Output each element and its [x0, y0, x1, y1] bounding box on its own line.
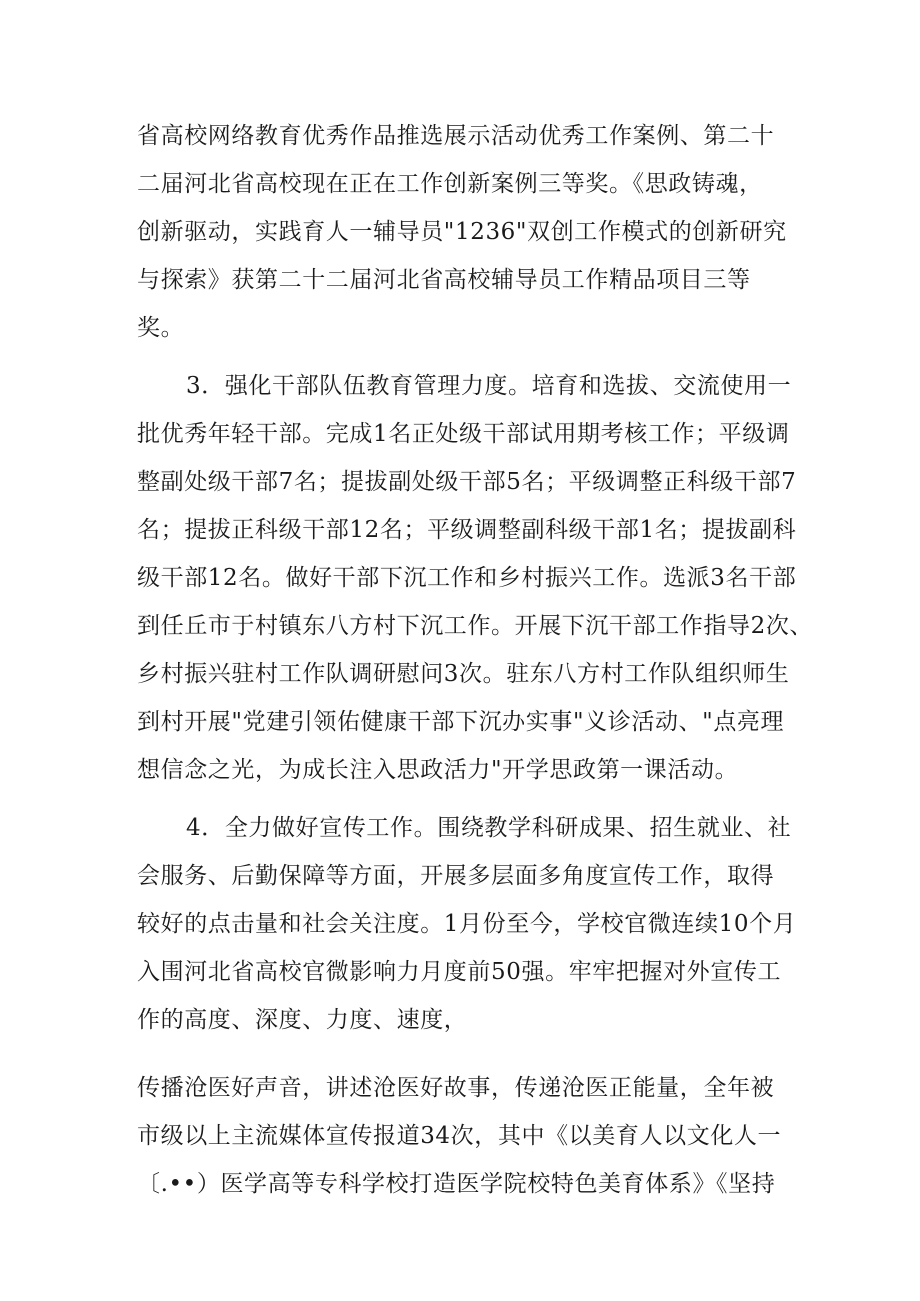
text-line: 创新驱动，实践育人一辅导员"1236"双创工作模式的创新研究 — [137, 219, 787, 245]
text-line: 4．全力做好宣传工作。围绕教学科研成果、招生就业、社 — [186, 815, 792, 841]
text-line: 到任丘市于村镇东八方村下沉工作。开展下沉干部工作指导2次、 — [137, 613, 814, 639]
text-line: 作的高度、深度、力度、速度， — [137, 1007, 468, 1033]
text-line: 入围河北省高校官微影响力月度前50强。牢牢把握对外宣传工 — [137, 959, 782, 985]
text-line: 整副处级干部7名；提拔副处级干部5名；平级调整正科级干部7 — [137, 469, 797, 495]
text-line: 批优秀年轻干部。完成1名正处级干部试用期考核工作；平级调 — [137, 421, 790, 447]
text-line: 级干部12名。做好干部下沉工作和乡村振兴工作。选派3名干部 — [137, 565, 797, 591]
text-line: 名；提拔正科级干部12名；平级调整副科级干部1名；提拔副科 — [137, 517, 797, 543]
text-line: 与探索》获第二十二届河北省高校辅导员工作精品项目三等 — [137, 267, 751, 293]
text-line: 二届河北省高校现在正在工作创新案例三等奖。《思政铸魂， — [137, 171, 763, 197]
text-line: 传播沧医好声音，讲述沧医好故事，传递沧医正能量，全年被 — [137, 1075, 775, 1101]
text-line: 奖。 — [137, 315, 185, 341]
text-line: 3．强化干部队伍教育管理力度。培育和选拔、交流使用一 — [186, 373, 792, 399]
text-line: 较好的点击量和社会关注度。1月份至今，学校官微连续10个月 — [137, 911, 797, 937]
text-line: 市级以上主流媒体宣传报道34次，其中《以美育人以文化人一 — [137, 1123, 782, 1149]
text-line: 会服务、后勤保障等方面，开展多层面多角度宣传工作，取得 — [137, 863, 775, 889]
text-line: 乡村振兴驻村工作队调研慰问3次。驻东八方村工作队组织师生 — [137, 661, 790, 687]
text-line: 省高校网络教育优秀作品推选展示活动优秀工作案例、第二十 — [137, 123, 775, 149]
text-line: 到村开展"党建引领佑健康干部下沉办实事"义诊活动、"点亮理 — [137, 709, 785, 735]
text-line: 想信念之光，为成长注入思政活力"开学思政第一课活动。 — [137, 757, 739, 783]
text-line: 〔.••）医学高等专科学校打造医学院校特色美育体系》《坚持 — [137, 1171, 776, 1197]
